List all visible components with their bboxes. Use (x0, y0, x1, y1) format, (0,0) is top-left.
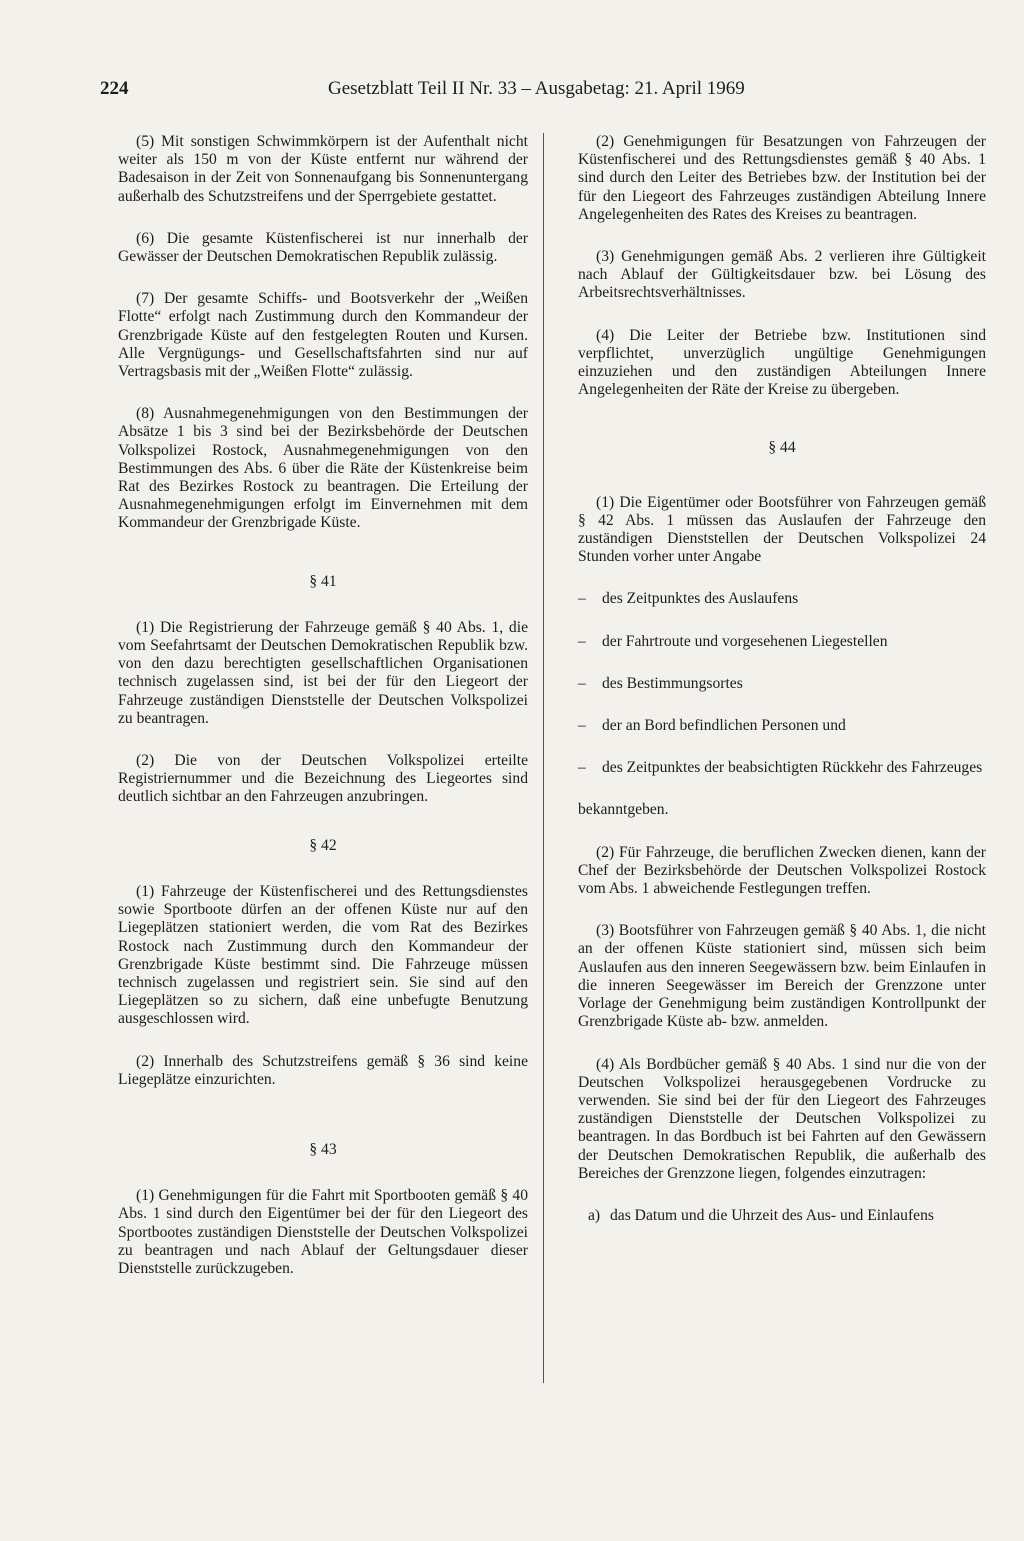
dash-bullet: – (578, 717, 586, 735)
section-heading: § 44 (768, 439, 796, 457)
paragraph: (2) Die von der Deutschen Volkspolizei erteilte Registriernummer und die Bezeichnung des Liegeortes sind deutlich sichtbar an den Fahrzeugen anzubringen. (118, 752, 528, 806)
paragraph: (1) Fahrzeuge der Küstenfischerei und des Rettungsdienstes sowie Sportboote dürfen an der offenen Küste nur auf den Liegeplätzen stationiert werden, die vom Rat des Bezirkes Rostock nach Zustimmung durch den Kommandeur der Grenzbrigade Küste bestimmt sind. Die Fahrzeuge müssen technisch zugelassen und registriert sein. Sie sind auf den Liegeplätzen so zu sichern, daß eine unbefugte Benutzung ausgeschlossen wird. (118, 882, 528, 1028)
paragraph: (3) Genehmigungen gemäß Abs. 2 verlieren ihre Gültigkeit nach Ablauf der Gültigkeitsdauer bzw. bei Lösung des Arbeitsrechtsverhältnisses. (578, 248, 986, 302)
paragraph: (2) Innerhalb des Schutzstreifens gemäß § 36 sind keine Liegeplätze einzurichten. (118, 1052, 528, 1088)
item-letter: a) (588, 1206, 601, 1224)
paragraph: (4) Als Bordbücher gemäß § 40 Abs. 1 sind nur die von der Deutschen Volkspolizei herausgegebenen Vordrucke zu verwenden. Sie sind bei der für den Liegeort des Fahrzeuges zuständigen Dienststelle der Deutschen Volkspolizei zu beantragen. In das Bordbuch ist bei Fahrten auf den Gewässern der Deutschen Demokratischen Republik, die außerhalb des Bereiches der Grenzzone liegen, folgendes einzutragen: (578, 1055, 986, 1182)
list-item-text: des Bestimmungsortes (602, 674, 743, 692)
paragraph: (2) Für Fahrzeuge, die beruflichen Zwecken dienen, kann der Chef der Bezirksbehörde der Deutschen Volkspolizei Rostock vom Abs. 1 abweichende Festlegungen treffen. (578, 843, 986, 898)
paragraph: (4) Die Leiter der Betriebe bzw. Institutionen sind verpflichtet, unverzüglich ungültige Genehmigungen einzuziehen und den zuständigen Abteilungen Innere Angelegenheiten der Räte der Kreise zu übergeben. (578, 326, 986, 399)
running-title: Gesetzblatt Teil II Nr. 33 – Ausgabetag: 21. April 1969 (328, 78, 745, 99)
list-item (578, 717, 986, 735)
list-item (578, 675, 986, 693)
page-header (100, 78, 786, 104)
list-item (578, 633, 986, 651)
dash-bullet: – (578, 590, 586, 608)
dash-bullet: – (578, 759, 586, 777)
paragraph: (2) Genehmigungen für Besatzungen von Fahrzeugen der Küstenfischerei und des Rettungsdienstes gemäß § 40 Abs. 1 sind durch den Leiter des Betriebes bzw. der Institution bei der für den Liegeort des Fahrzeuges zuständigen Abteilung Innere Angelegenheiten des Rates des Kreises zu beantragen. (578, 133, 986, 223)
list-item-text: der Fahrtroute und vorgesehenen Liegestellen (602, 632, 888, 650)
right-column (578, 133, 986, 1245)
paragraph: (1) Die Registrierung der Fahrzeuge gemäß § 40 Abs. 1, die vom Seefahrtsamt der Deutschen Demokratischen Republik bzw. von den dazu berechtigten gesellschaftlichen Organisationen technisch zugelassen sind, ist bei der für den Liegeort der Fahrzeuge zuständigen Dienststelle der Deutschen Volkspolizei zu beantragen. (118, 618, 528, 727)
paragraph: (8) Ausnahmegenehmigungen von den Bestimmungen der Absätze 1 bis 3 sind bei der Bezirksbehörde der Deutschen Volkspolizei Rostock, Ausnahmegenehmigungen von den Bestimmungen des Abs. 6 über die Räte der Küstenkreise beim Rat des Bezirkes Rostock zu beantragen. Die Erteilung der Ausnahmegenehmigungen erfolgt im Einvernehmen mit dem Kommandeur der Grenzbrigade Küste. (118, 405, 528, 532)
page-number: 224 (100, 78, 129, 99)
dash-bullet: – (578, 632, 586, 650)
paragraph: (1) Genehmigungen für die Fahrt mit Sportbooten gemäß § 40 Abs. 1 sind durch den Eigentümer bei der für den Liegeort des Sportbootes zuständigen Dienststelle der Deutschen Volkspolizei zu beantragen und nach Ablauf der Geltungsdauer dieser Dienststelle zurückzugeben. (118, 1187, 528, 1277)
paragraph: (6) Die gesamte Küstenfischerei ist nur innerhalb der Gewässer der Deutschen Demokratischen Republik zulässig. (118, 229, 528, 266)
section-heading: § 42 (309, 836, 337, 854)
paragraph: (1) Die Eigentümer oder Bootsführer von Fahrzeugen gemäß § 42 Abs. 1 müssen das Auslaufen der Fahrzeuge den zuständigen Dienststellen der Deutschen Volkspolizei 24 Stunden vorher unter Angabe (578, 493, 986, 566)
list-item (578, 759, 986, 777)
paragraph: bekanntgeben. (578, 801, 669, 819)
column-divider (543, 133, 544, 1383)
list-item (578, 590, 986, 608)
list-item-text: des Zeitpunktes der beabsichtigten Rückkehr des Fahrzeuges (602, 759, 983, 777)
list-item-text: der an Bord befindlichen Personen und (602, 717, 846, 735)
paragraph: (3) Bootsführer von Fahrzeugen gemäß § 40 Abs. 1, die nicht an der offenen Küste stationiert sind, müssen sich beim Auslaufen aus den inneren Seegewässern bzw. beim Einlaufen in die inneren Seegewässer im Bereich der Grenzzone unter Vorlage der Genehmigung beim zuständigen Kontrollpunkt der Grenzbrigade Küste ab- bzw. anmelden. (578, 922, 986, 1031)
lettered-list-item (578, 1207, 986, 1225)
section-heading: § 41 (309, 572, 337, 590)
section-heading: § 43 (309, 1140, 337, 1158)
list-item-text: des Zeitpunktes des Auslaufens (602, 590, 799, 608)
dash-bullet: – (578, 674, 586, 692)
list-item-text: das Datum und die Uhrzeit des Aus- und Einlaufens (610, 1206, 934, 1224)
paragraph: (7) Der gesamte Schiffs- und Bootsverkehr der „Weißen Flotte“ erfolgt nach Zustimmung durch den Kommandeur der Grenzbrigade Küste auf den festgelegten Routen und Kursen. Alle Vergnügungs- und Gesellschaftsfahrten sind nur auf Vertragsbasis mit der „Weißen Flotte“ zulässig. (118, 290, 528, 381)
left-column (118, 133, 528, 1302)
paragraph: (5) Mit sonstigen Schwimmkörpern ist der Aufenthalt nicht weiter als 150 m von der Küste entfernt nur während der Badesaison in der Zeit von Sonnenaufgang bis Sonnenuntergang außerhalb des Schutzstreifens und der Sperrgebiete gestattet. (118, 133, 528, 205)
